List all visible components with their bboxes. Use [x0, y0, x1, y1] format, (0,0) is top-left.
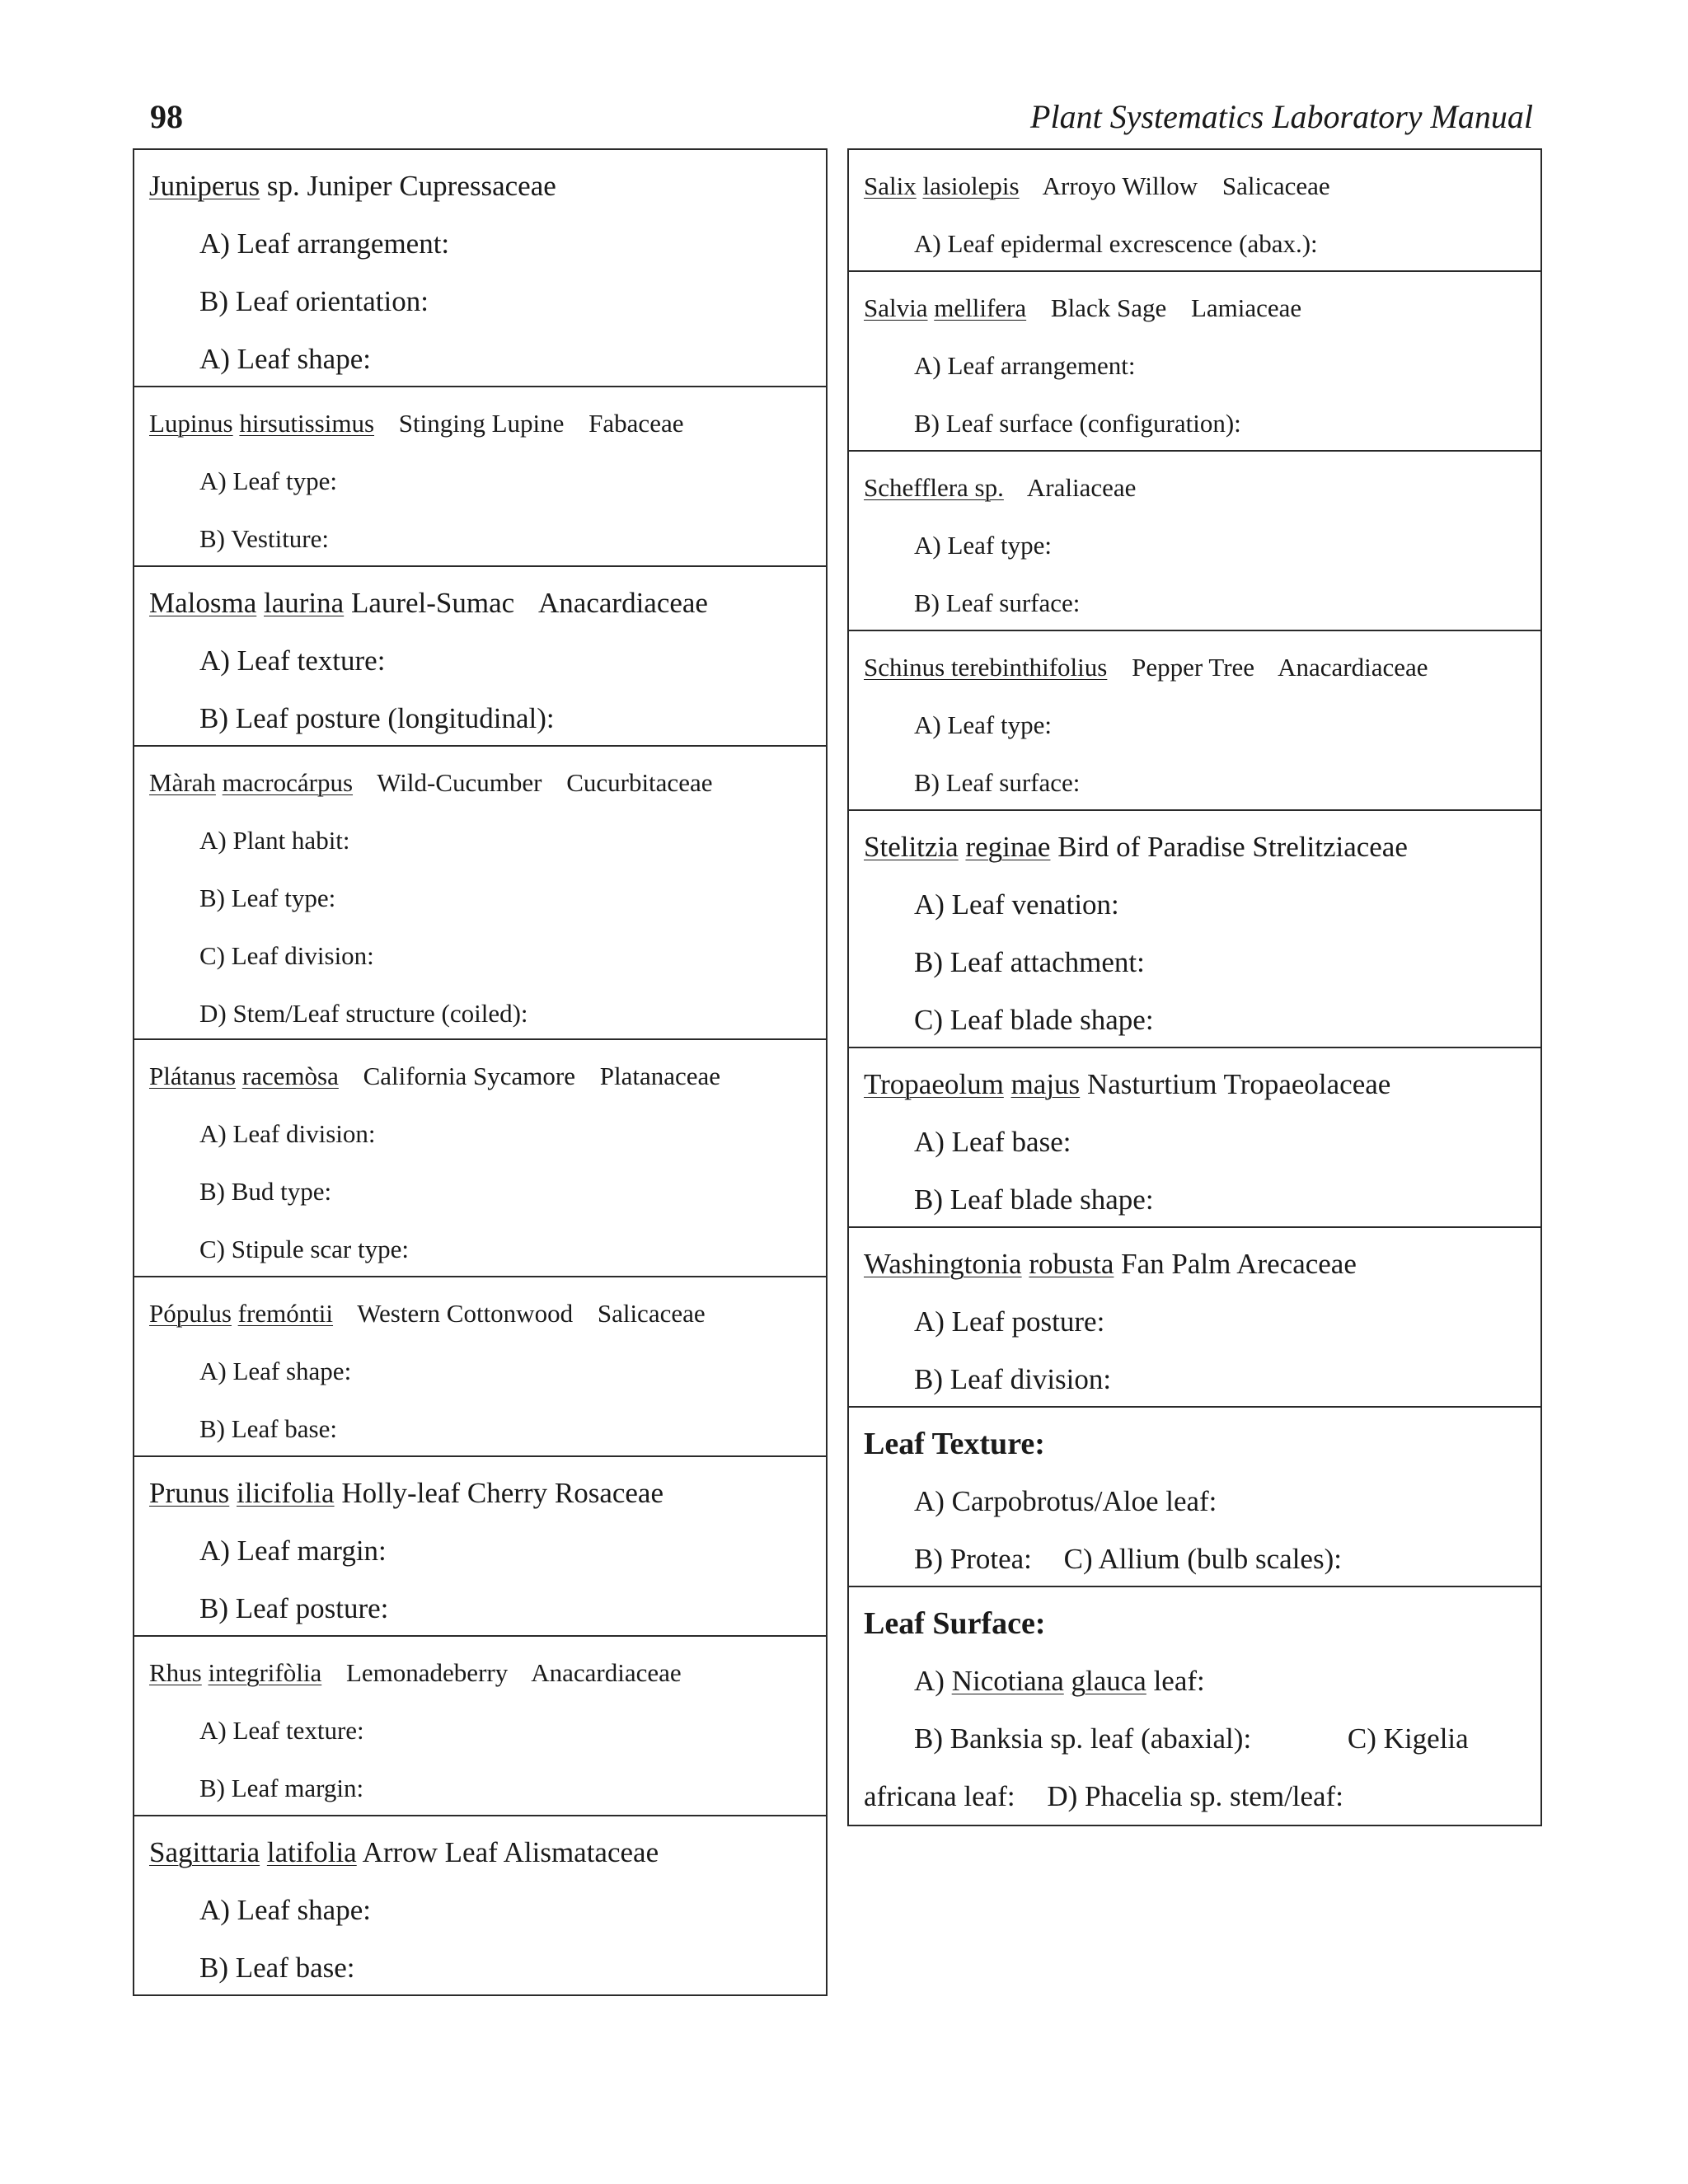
species: racemòsa: [241, 1062, 339, 1090]
question: B) Leaf division:: [914, 1363, 1112, 1395]
species: robusta: [1029, 1248, 1114, 1280]
entry-schinus: [847, 630, 1542, 811]
common-name: California Sycamore: [363, 1062, 575, 1090]
entry-stelitzia: [847, 809, 1542, 1048]
species: glauca: [1071, 1665, 1146, 1697]
common-name: Lemonadeberry: [345, 1658, 509, 1687]
species: ilicifolia: [237, 1477, 335, 1509]
genus-species: Schinus terebinthifolius: [864, 653, 1108, 682]
section-heading: Leaf Texture:: [864, 1427, 1045, 1461]
entry-heading: [149, 170, 826, 203]
question: A) Leaf arrangement:: [914, 351, 1136, 380]
entry-juniperus: [133, 148, 828, 387]
entry-heading: [149, 1060, 826, 1093]
question: A) Leaf posture:: [914, 1305, 1105, 1338]
question: B) Leaf margin:: [199, 1774, 364, 1802]
common-name: Arroyo Willow: [1042, 171, 1198, 200]
question: A) Leaf arrangement:: [199, 227, 450, 260]
question: B) Leaf surface:: [914, 588, 1081, 617]
entry-heading: [864, 170, 1540, 203]
question-prefix: A): [914, 1665, 945, 1697]
entry-heading: [864, 292, 1540, 325]
question: C) Allium (bulb scales):: [1063, 1543, 1342, 1575]
common-name: Stinging Lupine: [398, 409, 565, 438]
genus: Pópulus: [149, 1299, 232, 1328]
page-number: 98: [150, 98, 183, 135]
species: mellifera: [934, 293, 1027, 322]
species: macrocárpus: [222, 768, 354, 797]
question: D) Phacelia sp. stem/leaf:: [1047, 1780, 1343, 1812]
family-name: Salicaceae: [1221, 171, 1330, 200]
genus: Sagittaria: [149, 1836, 260, 1868]
entry-washingtonia: [847, 1226, 1542, 1408]
question: A) Leaf shape:: [199, 343, 371, 375]
entry-heading: [864, 1248, 1540, 1281]
question: A) Leaf division:: [199, 1119, 376, 1148]
question: africana leaf:: [864, 1780, 1015, 1812]
question-row: [914, 1665, 1540, 1698]
question: B) Leaf posture (longitudinal):: [199, 702, 555, 734]
species: latifolia: [266, 1836, 357, 1868]
question: C) Leaf division:: [199, 941, 374, 970]
species: integrifòlia: [208, 1658, 322, 1687]
question: A) Leaf epidermal excrescence (abax.):: [914, 229, 1318, 258]
genus: Rhus: [149, 1658, 202, 1687]
common-name: Bird of Paradise: [1057, 831, 1245, 863]
genus: Salvia: [864, 293, 928, 322]
question: B) Leaf type:: [199, 883, 336, 912]
common-name: Nasturtium: [1086, 1068, 1217, 1100]
genus: Lupinus: [149, 409, 233, 438]
entry-heading: [149, 1477, 826, 1510]
question: B) Bud type:: [199, 1177, 332, 1206]
genus: Nicotiana: [951, 1665, 1064, 1697]
entry-heading: [149, 766, 826, 799]
question: B) Leaf orientation:: [199, 285, 429, 317]
family-name: Fabaceae: [588, 409, 684, 438]
question: A) Leaf margin:: [199, 1535, 387, 1567]
family-name: Arecaceae: [1236, 1248, 1357, 1280]
family-name: Salicaceae: [597, 1299, 706, 1328]
entry-rhus: [133, 1635, 828, 1816]
question: B) Leaf surface (configuration):: [914, 409, 1241, 438]
genus: Màrah: [149, 768, 216, 797]
left-column: [133, 150, 828, 1996]
entry-lupinus: [133, 386, 828, 567]
family-name: Anacardiaceae: [538, 587, 708, 619]
entry-platanus: [133, 1038, 828, 1277]
genus: Washingtonia: [864, 1248, 1022, 1280]
entry-heading: [864, 471, 1540, 504]
right-column: [847, 150, 1542, 1826]
entry-salvia: [847, 270, 1542, 452]
entry-heading: [149, 407, 826, 440]
family-name: Lamiaceae: [1190, 293, 1302, 322]
question: A) Leaf type:: [914, 531, 1052, 560]
entry-schefflera: [847, 450, 1542, 631]
entry-heading: [149, 1836, 826, 1869]
genus: Salix: [864, 171, 917, 200]
question: A) Leaf base:: [914, 1126, 1071, 1158]
species: hirsutissimus: [239, 409, 375, 438]
question: B) Banksia sp. leaf (abaxial):: [914, 1722, 1252, 1755]
common-name: Arrow Leaf: [362, 1836, 498, 1868]
family-name: Cucurbitaceae: [566, 768, 713, 797]
species: majus: [1010, 1068, 1081, 1100]
species: reginae: [965, 831, 1051, 863]
common-name: Wild-Cucumber: [377, 768, 542, 797]
family-name: Rosaceae: [554, 1477, 663, 1509]
question-row: [864, 1780, 1540, 1813]
family-name: Anacardiaceae: [1278, 653, 1428, 682]
question: A) Leaf shape:: [199, 1894, 371, 1926]
question: A) Plant habit:: [199, 826, 350, 855]
question: A) Leaf type:: [914, 710, 1052, 739]
question: A) Carpobrotus/Aloe leaf:: [914, 1485, 1217, 1517]
family-name: Anacardiaceae: [531, 1658, 682, 1687]
question: C) Kigelia: [1347, 1722, 1469, 1755]
question: A) Leaf texture:: [199, 1716, 364, 1745]
question-row: [914, 1722, 1540, 1755]
leaf-surface-section: [847, 1586, 1542, 1826]
genus: Juniperus: [149, 170, 260, 202]
genus: Prunus: [149, 1477, 230, 1509]
entry-tropaeolum: [847, 1047, 1542, 1228]
entry-salix: [847, 148, 1542, 272]
question: B) Leaf posture:: [199, 1592, 389, 1624]
entry-heading: [864, 1068, 1540, 1101]
question-suffix: leaf:: [1153, 1665, 1205, 1697]
family-name: Tropaeolaceae: [1223, 1068, 1391, 1100]
family-name: Strelitziaceae: [1252, 831, 1408, 863]
question: B) Leaf blade shape:: [914, 1183, 1154, 1216]
entry-marah: [133, 745, 828, 1040]
running-title: Plant Systematics Laboratory Manual: [1030, 98, 1533, 135]
common-name: Laurel-Sumac: [350, 587, 515, 619]
entry-heading: [864, 651, 1540, 684]
section-heading: Leaf Surface:: [864, 1606, 1046, 1641]
question: A) Leaf type:: [199, 466, 337, 495]
species: lasiolepis: [922, 171, 1020, 200]
question: A) Leaf texture:: [199, 644, 386, 677]
leaf-texture-section: [847, 1406, 1542, 1587]
question: B) Leaf attachment:: [914, 946, 1145, 978]
family-name: Cupressaceae: [399, 170, 556, 202]
genus: Tropaeolum: [864, 1068, 1004, 1100]
question: A) Leaf shape:: [199, 1357, 352, 1385]
entry-heading: [149, 587, 826, 620]
species: laurina: [264, 587, 345, 619]
entry-prunus: [133, 1455, 828, 1637]
common-name: Juniper: [307, 170, 392, 202]
question: A) Leaf venation:: [914, 888, 1119, 921]
species: sp.: [266, 170, 300, 202]
question-row: [914, 1543, 1540, 1576]
family-name: Alismataceae: [503, 1836, 659, 1868]
entry-populus: [133, 1276, 828, 1457]
entry-heading: [149, 1657, 826, 1690]
common-name: Fan Palm: [1121, 1248, 1231, 1280]
question: B) Leaf surface:: [914, 768, 1081, 797]
question: B) Leaf base:: [199, 1414, 337, 1443]
family-name: Platanaceae: [599, 1062, 721, 1090]
common-name: Pepper Tree: [1132, 653, 1255, 682]
genus: Malosma: [149, 587, 257, 619]
family-name: Araliaceae: [1026, 473, 1137, 502]
genus-species: Schefflera sp.: [864, 473, 1004, 502]
common-name: Black Sage: [1050, 293, 1167, 322]
genus: Stelitzia: [864, 831, 959, 863]
entry-sagittaria: [133, 1815, 828, 1996]
entry-heading: [149, 1297, 826, 1330]
question: B) Protea:: [914, 1543, 1032, 1575]
question: B) Vestiture:: [199, 524, 329, 553]
entry-heading: [864, 831, 1540, 864]
question: D) Stem/Leaf structure (coiled):: [199, 999, 528, 1028]
question: B) Leaf base:: [199, 1952, 355, 1984]
common-name: Western Cottonwood: [357, 1299, 574, 1328]
entry-malosma: [133, 565, 828, 747]
genus: Plátanus: [149, 1062, 237, 1090]
common-name: Holly-leaf Cherry: [341, 1477, 548, 1509]
question: C) Stipule scar type:: [199, 1235, 409, 1263]
question: C) Leaf blade shape:: [914, 1004, 1154, 1036]
species: fremóntii: [237, 1299, 334, 1328]
